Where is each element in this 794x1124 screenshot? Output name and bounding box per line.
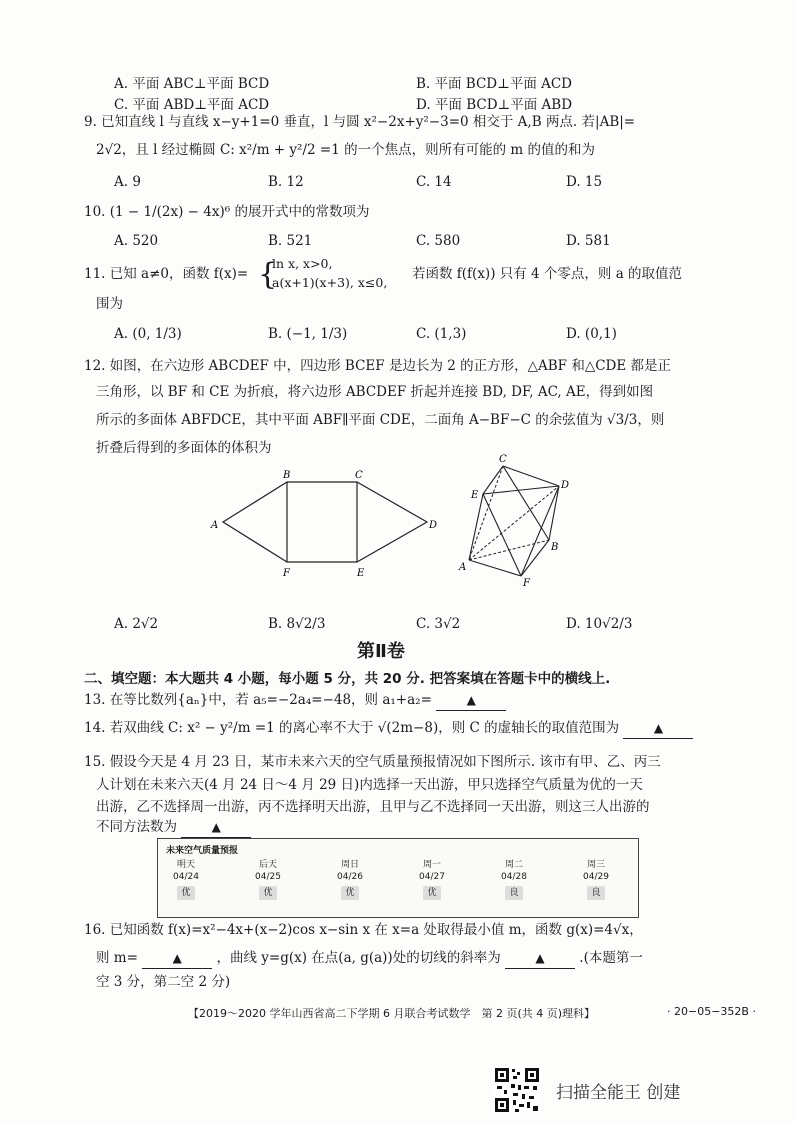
q14-line (84, 718, 693, 739)
poly-label-f: F (523, 578, 530, 587)
q15-line2: 人计划在未来六天(4 月 24 日～4 月 29 日)内选择一天出游，甲只选择空气质量为优的一天 (96, 777, 643, 793)
q12-option-a: A. 2√2 (114, 616, 159, 632)
q15-line1: 15. 假设今天是 4 月 23 日，某市未来六天的空气质量预报情况如下图所示. 该市有甲、乙、丙三 (84, 754, 661, 770)
hex-label-b: B (283, 470, 291, 481)
q9-line2: 2√2，且 l 经过椭圆 C: x²/m + y²/2 =1 的一个焦点，则所有可能的 m 的值的和为 (96, 142, 595, 158)
q12-option-b: B. 8√2/3 (268, 616, 326, 632)
q14-text: 14. 若双曲线 C: x² − y²/m =1 的离心率不大于 √(2m−8)，则 C 的虚轴长的取值范围为 (84, 720, 620, 736)
q12-line3: 所示的多面体 ABFDCE，其中平面 ABF∥平面 CDE，二面角 A−BF−C 的余弦值为 √3/3，则 (96, 412, 665, 428)
q8-option-a: A. 平面 ABC⊥平面 BCD (114, 76, 270, 92)
q12-line4: 折叠后得到的多面体的体积为 (96, 440, 272, 456)
q9-option-d: D. 15 (566, 174, 603, 190)
q13-answer-blank[interactable] (436, 690, 506, 711)
q9-option-a: A. 9 (114, 174, 141, 190)
blank-triangle-icon: ▲ (653, 721, 664, 735)
q11-line2: 围为 (96, 296, 123, 312)
q8-option-d: D. 平面 BCD⊥平面 ABD (416, 97, 573, 113)
hexagon-figure (205, 470, 445, 580)
q13-text: 13. 在等比数列{aₙ}中，若 a₅=−2a₄=−48，则 a₁+a₂= (84, 692, 432, 708)
q9-option-c: C. 14 (416, 174, 452, 190)
q10-option-c: C. 580 (416, 233, 461, 249)
air-quality-forecast (157, 838, 639, 918)
poly-label-d: D (561, 480, 570, 491)
q16-answer-blank-1[interactable] (142, 948, 212, 969)
q11-line1b: 若函数 f(f(x)) 只有 4 个零点，则 a 的取值范 (412, 266, 683, 282)
hex-label-a: A (211, 520, 219, 531)
air-quality-title: 未来空气质量预报 (166, 846, 239, 856)
hex-label-c: C (355, 470, 363, 481)
q9-option-b: B. 12 (268, 174, 304, 190)
aq-day-3: 周日 04/26 优 (337, 860, 363, 898)
q16-text-a: 则 m= (96, 950, 138, 966)
section-header: 二、填空题：本大题共 4 小题，每小题 5 分，共 20 分. 把答案填在答题卡中的横线上. (84, 671, 611, 687)
q15-line4 (96, 817, 251, 838)
aq-day-6: 周三 04/29 良 (583, 860, 609, 898)
q10-line1: 10. (1 − 1/(2x) − 4x)⁶ 的展开式中的常数项为 (84, 204, 370, 220)
polyhedron-figure (455, 452, 575, 587)
qr-code-icon (493, 1066, 541, 1114)
q15-text: 不同方法数为 (96, 819, 177, 835)
q12-line2: 三角形，以 BF 和 CE 为折痕，将六边形 ABCDEF 折起并连接 BD, DF, AC, AE，得到如图 (96, 384, 654, 400)
q16-line1: 16. 已知函数 f(x)=x²−4x+(x−2)cos x−sin x 在 x=a 处取得最小值 m，函数 g(x)=4√x， (84, 922, 643, 938)
paper-code: · 20−05−352B · (667, 1005, 756, 1018)
q11-brace: { (258, 257, 278, 292)
blank-triangle-icon: ▲ (211, 820, 221, 834)
q16-line2 (96, 948, 643, 969)
aq-day-5: 周二 04/28 良 (501, 860, 527, 898)
q16-answer-blank-2[interactable] (505, 948, 575, 969)
q12-option-c: C. 3√2 (416, 616, 461, 632)
q16-text-b: ，曲线 y=g(x) 在点(a, g(a))处的切线的斜率为 (216, 950, 501, 966)
poly-label-c: C (499, 454, 507, 465)
q13-line (84, 690, 506, 711)
q14-answer-blank[interactable] (623, 718, 693, 739)
page-footer: 【2019～2020 学年山西省高二下学期 6 月联合考试数学 第 2 页(共 4 页)理科】 (188, 1007, 596, 1020)
aq-day-2: 后天 04/25 优 (255, 860, 281, 898)
q15-answer-blank[interactable] (181, 817, 251, 838)
q10-option-d: D. 581 (566, 233, 611, 249)
q15-line3: 出游，乙不选择周一出游，丙不选择明天出游，且甲与乙不选择同一天出游，则这三人出游的 (96, 799, 650, 815)
q16-line3: 空 3 分，第二空 2 分) (96, 974, 231, 990)
poly-label-e: E (471, 490, 479, 501)
hex-label-d: D (429, 520, 438, 531)
q11-option-b: B. (−1, 1/3) (268, 326, 348, 342)
section-title: 第Ⅱ卷 (357, 641, 405, 662)
poly-label-b: B (551, 542, 559, 553)
aq-day-4: 周一 04/27 优 (419, 860, 445, 898)
q8-option-c: C. 平面 ABD⊥平面 ACD (114, 97, 270, 113)
q16-text-c: .(本题第一 (579, 950, 643, 966)
q11-option-a: A. (0, 1/3) (114, 326, 182, 342)
blank-triangle-icon: ▲ (535, 951, 545, 965)
q11-piece1: ln x, x>0, (272, 256, 333, 271)
q10-option-b: B. 521 (268, 233, 313, 249)
blank-triangle-icon: ▲ (466, 693, 476, 707)
q10-option-a: A. 520 (114, 233, 159, 249)
poly-label-a: A (459, 562, 467, 573)
blank-triangle-icon: ▲ (172, 951, 182, 965)
q11-option-c: C. (1,3) (416, 326, 467, 342)
aq-day-1: 明天 04/24 优 (173, 860, 199, 898)
q12-line1: 12. 如图，在六边形 ABCDEF 中，四边形 BCEF 是边长为 2 的正方形，△ABF 和△CDE 都是正 (84, 358, 672, 374)
q12-option-d: D. 10√2/3 (566, 616, 633, 632)
q11-piece2: a(x+1)(x+3), x≤0, (272, 275, 388, 290)
q9-line1: 9. 已知直线 l 与直线 x−y+1=0 垂直，l 与圆 x²−2x+y²−3=0 相交于 A,B 两点. 若|AB|= (84, 114, 636, 130)
q8-option-b: B. 平面 BCD⊥平面 ACD (416, 76, 573, 92)
q11-option-d: D. (0,1) (566, 326, 617, 342)
q11-line1a: 11. 已知 a≠0，函数 f(x)= (84, 266, 249, 282)
hex-label-f: F (283, 568, 290, 579)
hex-label-e: E (357, 568, 365, 579)
scanner-watermark: 扫描全能王 创建 (556, 1083, 681, 1103)
